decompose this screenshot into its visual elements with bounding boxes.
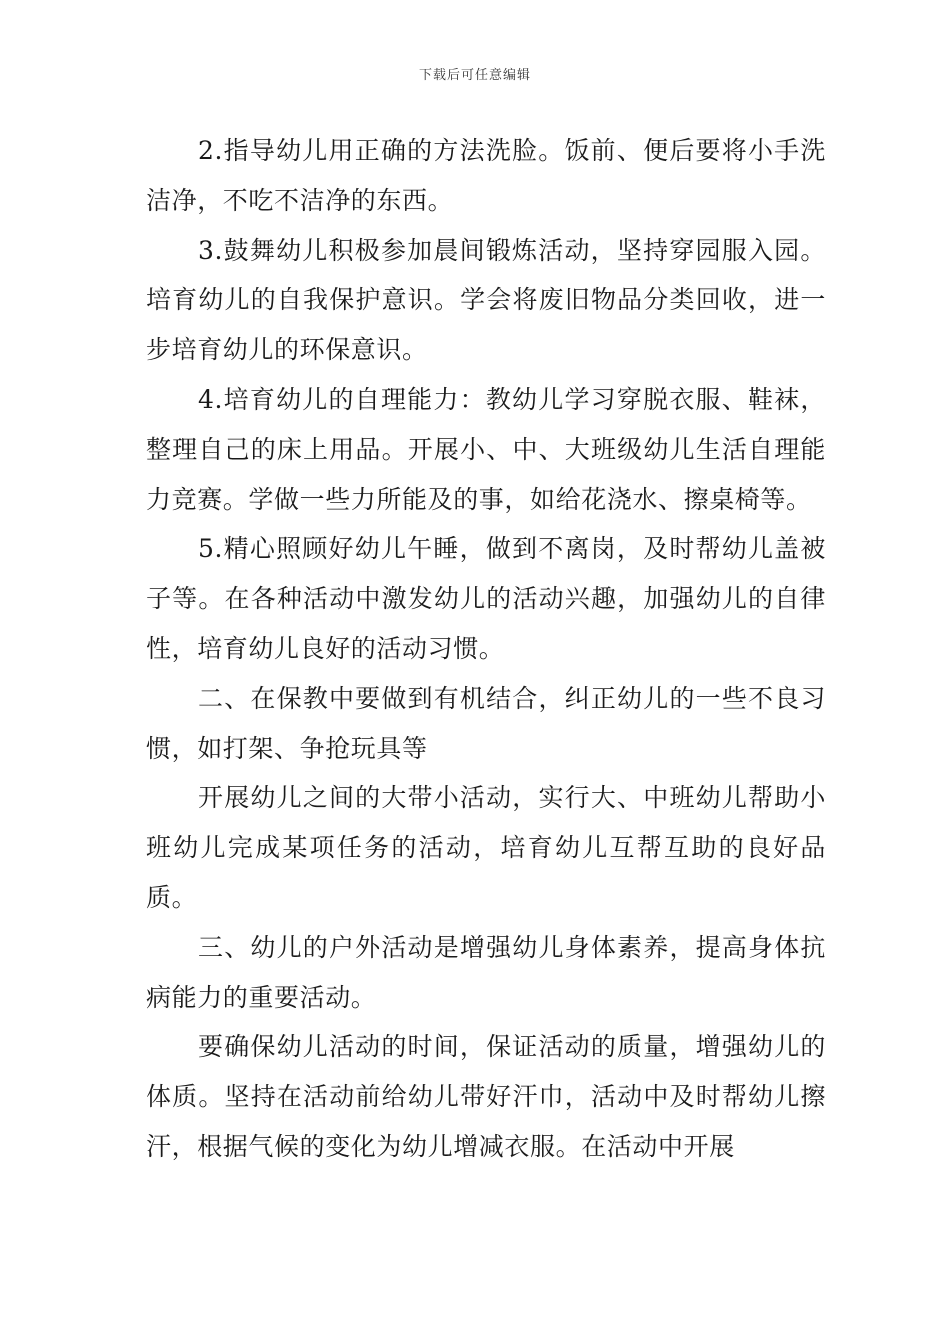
paragraph-item-4: 4.培育幼儿的自理能力：教幼儿学习穿脱衣服、鞋袜，整理自己的床上用品。开展小、中、大班级幼儿生活自理能力竞赛。学做一些力所能及的事，如给花浇水、擦桌椅等。 [146,384,826,514]
header-note: 下载后可任意编辑 [418,68,531,83]
section-heading-3: 三、幼儿的户外活动是增强幼儿身体素养，提高身体抗病能力的重要活动。 [146,932,826,1012]
paragraph-item-3: 3.鼓舞幼儿积极参加晨间锻炼活动，坚持穿园服入园。培育幼儿的自我保护意识。学会将废旧物品分类回收，进一步培育幼儿的环保意识。 [146,235,826,365]
paragraph-section-3-body: 要确保幼儿活动的时间，保证活动的质量，增强幼儿的体质。坚持在活动前给幼儿带好汗巾，活动中及时帮幼儿擦汗，根据气候的变化为幼儿增减衣服。在活动中开展 [146,1032,826,1161]
paragraph-item-2: 2.指导幼儿用正确的方法洗脸。饭前、便后要将小手洗洁净，不吃不洁净的东西。 [146,136,826,215]
paragraph-item-5: 5.精心照顾好幼儿午睡，做到不离岗，及时帮幼儿盖被子等。在各种活动中激发幼儿的活动兴趣，加强幼儿的自律性，培育幼儿良好的活动习惯。 [146,534,826,663]
section-heading-2: 二、在保教中要做到有机结合，纠正幼儿的一些不良习惯，如打架、争抢玩具等 [146,683,826,763]
paragraph-section-2-body: 开展幼儿之间的大带小活动，实行大、中班幼儿帮助小班幼儿完成某项任务的活动，培育幼儿互帮互助的良好品质。 [146,783,826,912]
document-body [146,126,826,1172]
